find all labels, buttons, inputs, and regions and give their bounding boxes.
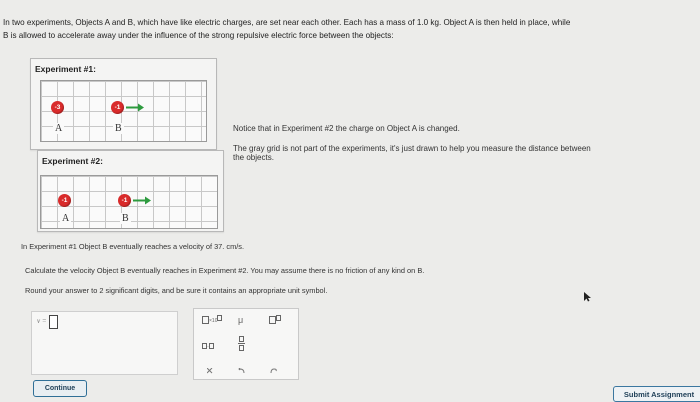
question-round: Round your answer to 2 significant digits, and be sure it contains an appropriate unit symbol. bbox=[25, 286, 328, 295]
experiment-2-title: Experiment #2: bbox=[42, 156, 103, 166]
experiment-2-label-b: B bbox=[122, 213, 129, 224]
experiment-2-panel bbox=[37, 150, 224, 232]
note-grid-line-2: the objects. bbox=[233, 153, 274, 162]
note-grid-line-1: The gray grid is not part of the experiments, it's just drawn to help you measure the distance between bbox=[233, 144, 591, 153]
question-given: In Experiment #1 Object B eventually reaches a velocity of 37. cm/s. bbox=[21, 242, 245, 251]
experiment-1-object-a-charge bbox=[51, 101, 64, 114]
charge-b-value: -1 bbox=[114, 104, 121, 111]
charge-a-value: -1 bbox=[61, 197, 68, 204]
velocity-arrow-icon bbox=[132, 196, 152, 205]
answer-input[interactable] bbox=[49, 315, 58, 329]
experiment-1-label-b: B bbox=[115, 123, 122, 134]
fraction-button[interactable] bbox=[238, 336, 245, 351]
intro-text bbox=[3, 16, 697, 42]
multiply-button[interactable]: · bbox=[202, 341, 214, 350]
undo-icon[interactable] bbox=[238, 368, 245, 374]
experiment-1-object-b-charge bbox=[111, 101, 124, 114]
experiment-1-panel bbox=[30, 58, 217, 150]
velocity-arrow-icon bbox=[125, 103, 145, 112]
micro-button[interactable]: μ bbox=[238, 315, 244, 325]
intro-line-2: B is allowed to accelerate away under the influence of the strong repulsive electric force between the objects: bbox=[3, 31, 394, 40]
experiment-2-object-b-charge bbox=[118, 194, 131, 207]
mouse-cursor-icon bbox=[584, 292, 592, 302]
charge-b-value: -1 bbox=[121, 197, 128, 204]
intro-line-1: In two experiments, Objects A and B, which have like electric charges, are set near each other. Each has a mass of 1.0 kg. Object A is then held in place, while bbox=[3, 18, 571, 27]
charge-a-value: -3 bbox=[54, 104, 61, 111]
answer-panel bbox=[31, 311, 178, 375]
experiment-1-label-a: A bbox=[55, 123, 63, 134]
exponent-button[interactable] bbox=[269, 315, 281, 324]
scientific-notation-button[interactable]: ×10 bbox=[202, 315, 222, 324]
experiment-2-label-a: A bbox=[62, 213, 70, 224]
question-ask: Calculate the velocity Object B eventually reaches in Experiment #2. You may assume there is no friction of any kind on B. bbox=[25, 266, 425, 275]
experiment-1-title: Experiment #1: bbox=[35, 64, 96, 74]
experiment-2-object-a-charge bbox=[58, 194, 71, 207]
answer-prefix: v = bbox=[37, 317, 47, 325]
help-icon[interactable] bbox=[270, 368, 277, 374]
close-icon[interactable] bbox=[207, 368, 213, 374]
continue-button[interactable]: Continue bbox=[33, 380, 87, 397]
note-charge-changed: Notice that in Experiment #2 the charge on Object A is changed. bbox=[233, 124, 460, 133]
submit-assignment-button[interactable]: Submit Assignment bbox=[613, 386, 700, 402]
unit-palette bbox=[193, 308, 299, 380]
note-grid bbox=[233, 144, 693, 162]
